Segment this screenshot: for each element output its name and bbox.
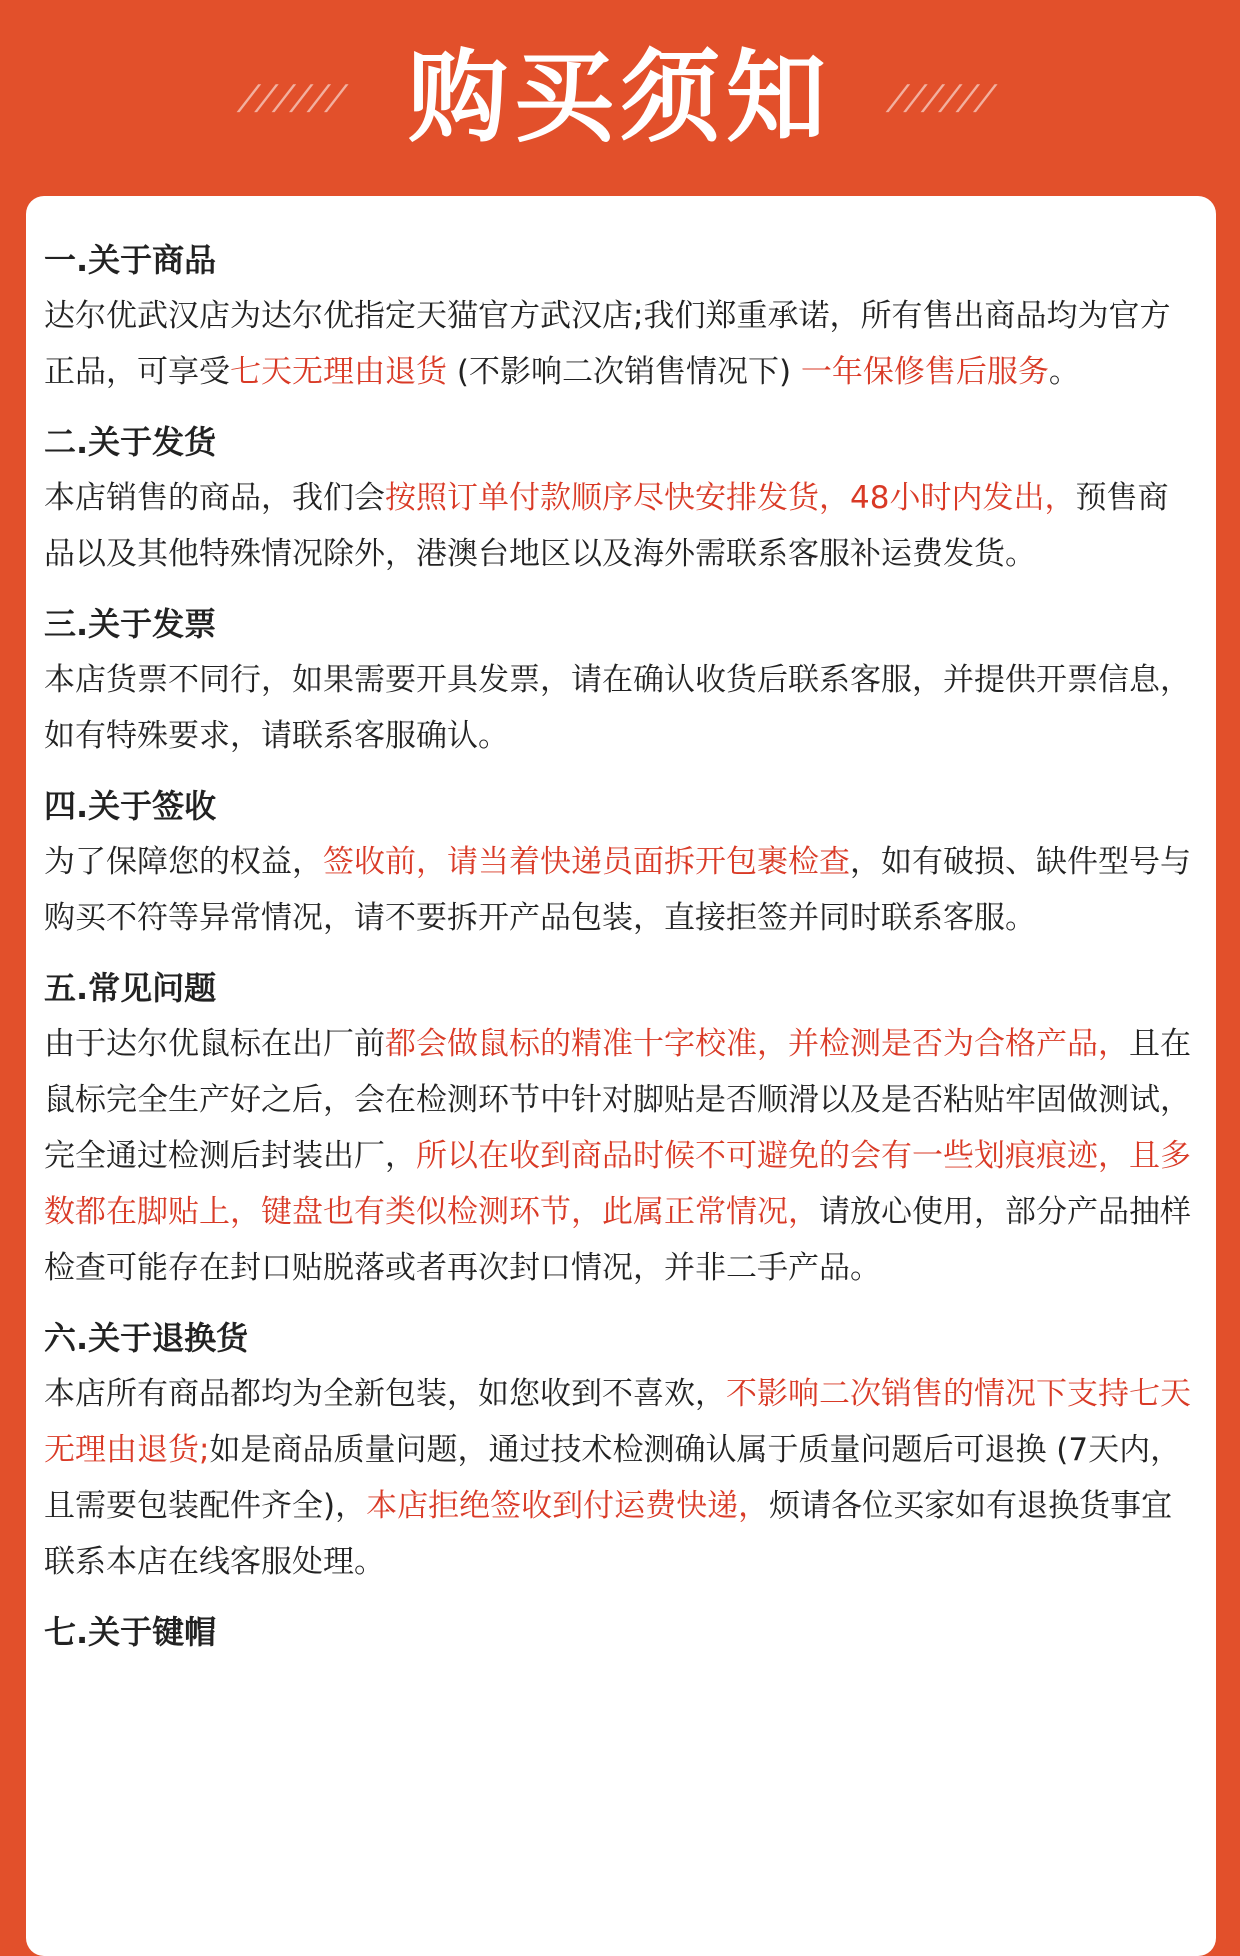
left-decoration: ////// (237, 77, 354, 118)
section-title: 三.关于发票 (44, 605, 217, 643)
highlighted-text: 本店拒绝签收到付运费快递， (366, 1488, 770, 1524)
page-title: 购买须知 (408, 38, 832, 156)
notice-card (26, 196, 1216, 1956)
highlighted-text: 七天无理由退货 (230, 354, 447, 390)
body-text: 本店销售的商品，我们会 (44, 480, 385, 516)
section-title: 四.关于签收 (44, 787, 217, 825)
body-text: 如是商品质量问题，通过技术检测确认属于质量问题后可退换 (7天内，且需要包装配件齐全)， (44, 1432, 1182, 1524)
body-text: 预售商品以及其他特殊情况除外，港澳台地区以及海外需联系客服补运费发货。 (44, 480, 1169, 572)
notice-section (44, 232, 1198, 400)
body-text: 请放心使用，部分产品抽样检查可能存在封口贴脱落或者再次封口情况，并非二手产品。 (44, 1194, 1191, 1286)
body-text: 达尔优武汉店为达尔优指定天猫官方武汉店;我们郑重承诺，所有售出商品均为官方正品，可享受 (44, 298, 1171, 390)
section-title: 七.关于键帽 (44, 1613, 217, 1651)
notice-section (44, 414, 1198, 582)
highlighted-text: 签收前，请当着快递员面拆开包裹检查 (323, 844, 850, 880)
highlighted-text: 按照订单付款顺序尽快安排发货，48小时内发出， (385, 480, 1076, 516)
section-title: 五.常见问题 (44, 969, 217, 1007)
body-text: 烦请各位买家如有退换货事宜联系本店在线客服处理。 (44, 1488, 1173, 1580)
body-text: (不影响二次销售情况下) (447, 354, 801, 390)
section-body (44, 1016, 1198, 1296)
section-title: 六.关于退换货 (44, 1319, 249, 1357)
body-text: 为了保障您的权益， (44, 844, 323, 880)
body-text: 且在鼠标完全生产好之后，会在检测环节中针对脚贴是否顺滑以及是否粘贴牢固做测试，完全通过检测后封装出厂， (44, 1026, 1191, 1174)
body-text: 本店货票不同行，如果需要开具发票，请在确认收货后联系客服，并提供开票信息，如有特殊要求，请联系客服确认。 (44, 662, 1191, 754)
body-text: 由于达尔优鼠标在出厂前 (44, 1026, 385, 1062)
highlighted-text: 一年保修售后服务 (800, 354, 1049, 390)
section-title: 二.关于发货 (44, 423, 217, 461)
notice-sections (26, 196, 1216, 1660)
body-text: ，如有破损、缺件型号与购买不符等异常情况，请不要拆开产品包装，直接拒签并同时联系客服。 (44, 844, 1191, 936)
body-text: 。 (1048, 354, 1080, 390)
notice-section (44, 1604, 1198, 1660)
notice-section (44, 596, 1198, 764)
highlighted-text: 不影响二次销售的情况下支持七天无理由退货; (44, 1376, 1191, 1468)
right-decoration: ////// (886, 77, 1003, 118)
highlighted-text: 都会做鼠标的精准十字校准，并检测是否为合格产品， (385, 1026, 1129, 1062)
section-body (44, 470, 1198, 582)
section-body (44, 834, 1198, 946)
header-banner (0, 0, 1240, 195)
body-text: 本店所有商品都均为全新包装，如您收到不喜欢， (44, 1376, 726, 1412)
notice-section (44, 960, 1198, 1296)
section-body (44, 652, 1198, 764)
notice-section (44, 778, 1198, 946)
notice-section (44, 1310, 1198, 1590)
section-body (44, 1366, 1198, 1590)
highlighted-text: 所以在收到商品时候不可避免的会有一些划痕痕迹，且多数都在脚贴上，键盘也有类似检测环节，此属正常情况， (44, 1138, 1191, 1230)
section-title: 一.关于商品 (44, 241, 217, 279)
section-body (44, 288, 1198, 400)
